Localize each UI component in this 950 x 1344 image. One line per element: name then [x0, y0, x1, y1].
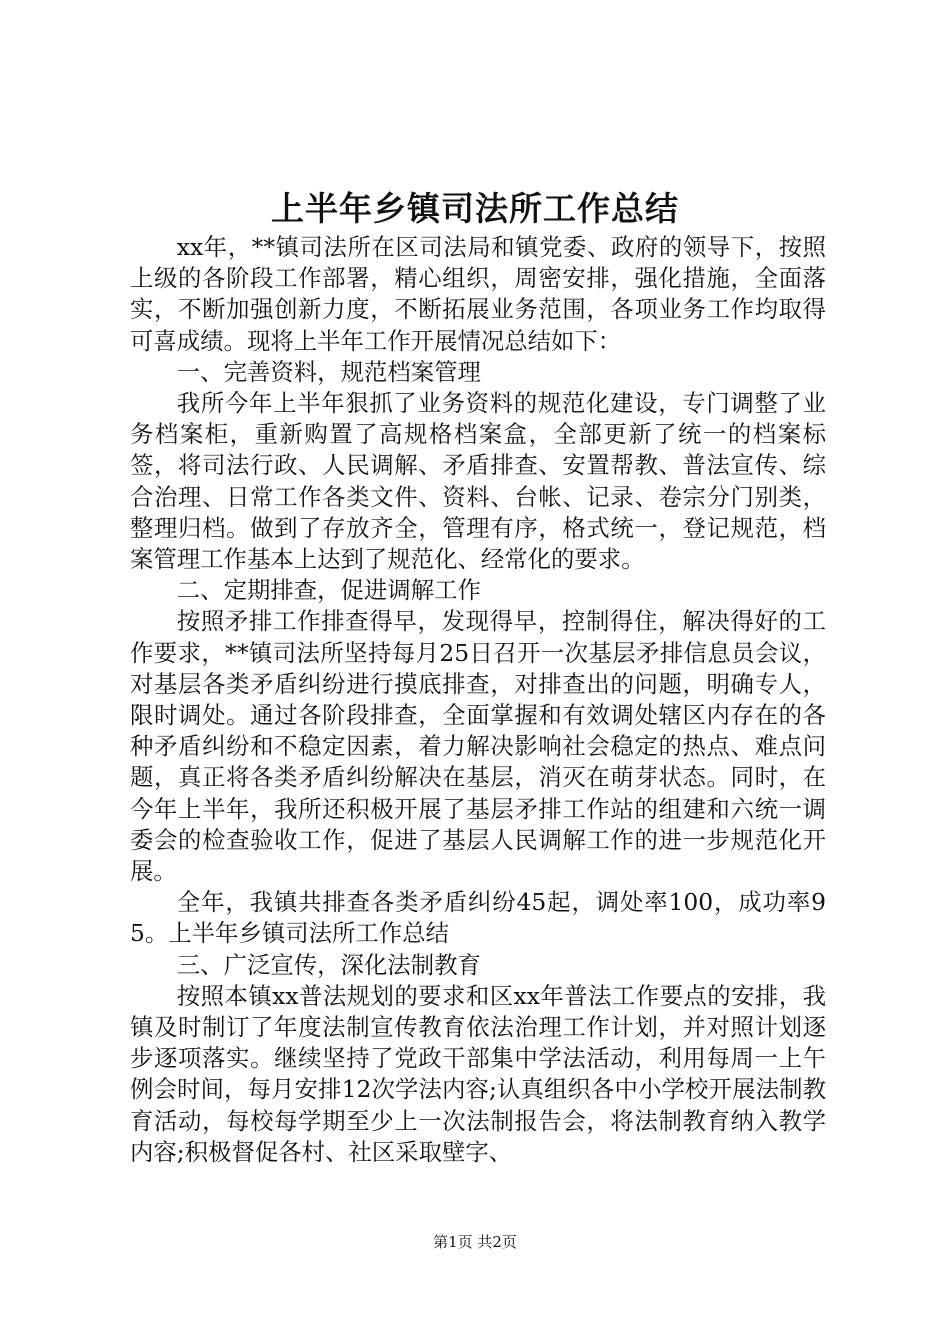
page-number-footer: 第1页 共2页: [433, 1233, 517, 1251]
section-paragraph-3: 按照本镇xx普法规划的要求和区xx年普法工作要点的安排，我镇及时制订了年度法制宣传教育依法治理工作计划，并对照计划逐步逐项落实。继续坚持了党政干部集中学法活动，利用每周一上午例会时间，每月安排12次学法内容;认真组织各中小学校开展法制教育活动，每校每学期至少上一次法制报告会，将法制教育纳入教学内容;积极督促各村、社区采取壁字、: [130, 981, 826, 1166]
section-paragraph-2: 按照矛排工作排查得早，发现得早，控制得住，解决得好的工作要求，**镇司法所坚持每月25日召开一次基层矛排信息员会议，对基层各类矛盾纠纷进行摸底排查，对排查出的问题，明确专人，限时调处。通过各阶段排查，全面掌握和有效调处辖区内存在的各种矛盾纠纷和不稳定因素，着力解决影响社会稳定的热点、难点问题，真正将各类矛盾纠纷解决在基层，消灭在萌芽状态。同时，在今年上半年，我所还积极开展了基层矛排工作站的组建和六统一调委会的检查验收工作，促进了基层人民调解工作的进一步规范化开展。: [130, 607, 826, 886]
document-body: [130, 232, 826, 1168]
document-title: 上半年乡镇司法所工作总结: [271, 189, 679, 228]
section-paragraph-1: 我所今年上半年狠抓了业务资料的规范化建设，专门调整了业务档案柜，重新购置了高规格档案盒，全部更新了统一的档案标签，将司法行政、人民调解、矛盾排查、安置帮教、普法宣传、综合治理、日常工作各类文件、资料、台帐、记录、卷宗分门别类，整理归档。做到了存放齐全，管理有序，格式统一，登记规范，档案管理工作基本上达到了规范化、经常化的要求。: [130, 389, 826, 574]
section-heading-2: 二、定期排查，促进调解工作: [176, 576, 481, 605]
section-heading-1: 一、完善资料，规范档案管理: [176, 357, 481, 386]
section-heading-3: 三、广泛宣传，深化法制教育: [176, 950, 481, 979]
intro-paragraph: xx年，**镇司法所在区司法局和镇党委、政府的领导下，按照上级的各阶段工作部署，精心组织，周密安排，强化措施，全面落实，不断加强创新力度，不断拓展业务范围，各项业务工作均取得可喜成绩。现将上半年工作开展情况总结如下：: [130, 233, 826, 355]
statistics-paragraph: 全年，我镇共排查各类矛盾纠纷45起，调处率100，成功率95。上半年乡镇司法所工作总结: [130, 888, 826, 948]
